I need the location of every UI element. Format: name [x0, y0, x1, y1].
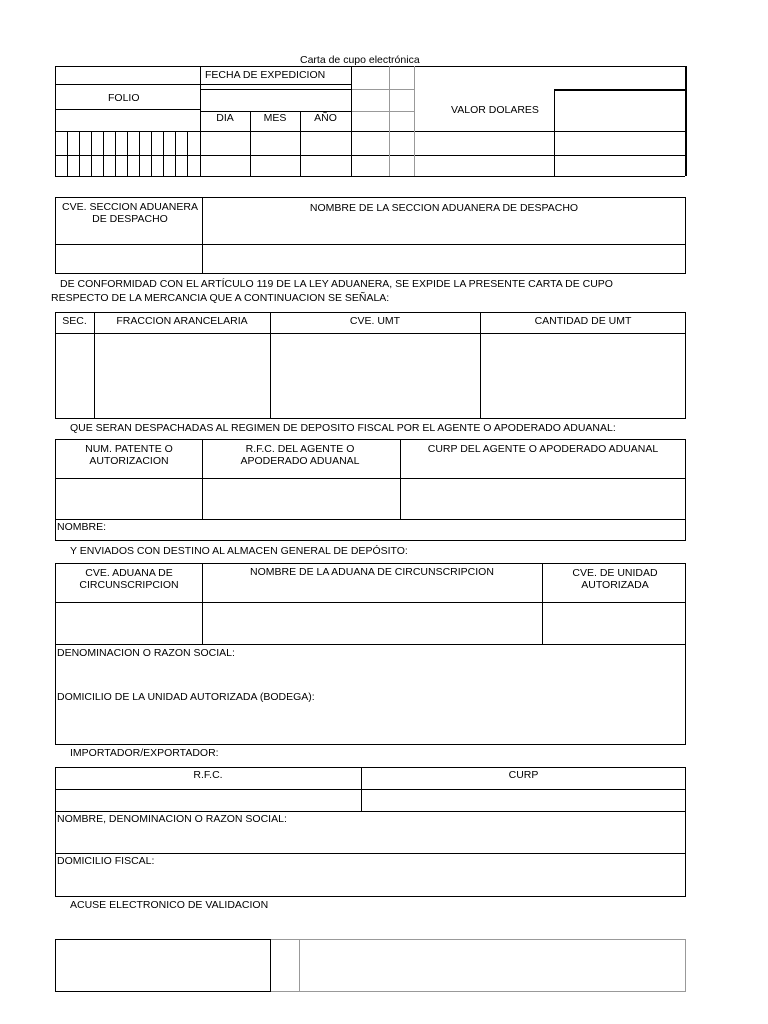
- page-title: Carta de cupo electrónica: [300, 54, 420, 66]
- almacen-text: Y ENVIADOS CON DESTINO AL ALMACEN GENERAL DE DEPÓSITO:: [70, 545, 408, 557]
- importador-table: [55, 767, 686, 897]
- nombre-seccion-label: NOMBRE DE LA SECCION ADUANERA DE DESPACHO: [309, 202, 579, 214]
- fraccion-label: FRACCION ARANCELARIA: [116, 315, 248, 327]
- cantidad-label: CANTIDAD DE UMT: [534, 315, 632, 327]
- cve-seccion-label: CVE. SECCION ADUANERA DE DESPACHO: [62, 201, 198, 225]
- domicilio-unidad-label: DOMICILIO DE LA UNIDAD AUTORIZADA (BODEGA):: [57, 691, 315, 703]
- curp-agente-label: CURP DEL AGENTE O APODERADO ADUANAL: [427, 443, 659, 455]
- domicilio-fiscal-label: DOMICILIO FISCAL:: [57, 855, 155, 867]
- acuse-box: [55, 939, 271, 992]
- despacho-text: QUE SERAN DESPACHADAS AL REGIMEN DE DEPOSITO FISCAL POR EL AGENTE O APODERADO ADUANAL:: [70, 422, 616, 434]
- mercancia-table: [55, 312, 686, 419]
- dia-label: DIA: [216, 112, 234, 124]
- ano-label: AÑO: [314, 112, 337, 124]
- conformidad-line2: RESPECTO DE LA MERCANCIA QUE A CONTINUACION SE SEÑALA:: [51, 292, 390, 304]
- denominacion-label: DENOMINACION O RAZON SOCIAL:: [57, 647, 235, 659]
- acuse-spacer: [271, 939, 300, 992]
- cve-aduana-label: CVE. ADUANA DE CIRCUNSCRIPCION: [79, 567, 179, 591]
- nombre-importador-label: NOMBRE, DENOMINACION O RAZON SOCIAL:: [57, 813, 287, 825]
- sec-label: SEC.: [62, 315, 87, 327]
- rfc-importador-label: R.F.C.: [193, 769, 223, 781]
- nombre-agente-label: NOMBRE:: [57, 521, 107, 533]
- folio-label: FOLIO: [108, 92, 140, 104]
- umt-label: CVE. UMT: [349, 315, 401, 327]
- conformidad-line1: DE CONFORMIDAD CON EL ARTÍCULO 119 DE LA LEY ADUANERA, SE EXPIDE LA PRESENTE CARTA DE CUPO: [60, 278, 613, 290]
- mes-label: MES: [263, 112, 287, 124]
- rfc-agente-label: R.F.C. DEL AGENTE O APODERADO ADUANAL: [240, 443, 360, 467]
- cve-unidad-label: CVE. DE UNIDAD AUTORIZADA: [572, 567, 658, 591]
- acuse-field: [299, 939, 686, 992]
- curp-importador-label: CURP: [508, 769, 539, 781]
- valor-label: VALOR DOLARES: [451, 104, 539, 116]
- patente-label: NUM. PATENTE O AUTORIZACION: [85, 443, 173, 467]
- fecha-label: FECHA DE EXPEDICION: [205, 69, 326, 81]
- nombre-aduana-label: NOMBRE DE LA ADUANA DE CIRCUNSCRIPCION: [250, 566, 494, 578]
- acuse-text: ACUSE ELECTRONICO DE VALIDACION: [70, 899, 269, 911]
- importador-text: IMPORTADOR/EXPORTADOR:: [70, 747, 219, 759]
